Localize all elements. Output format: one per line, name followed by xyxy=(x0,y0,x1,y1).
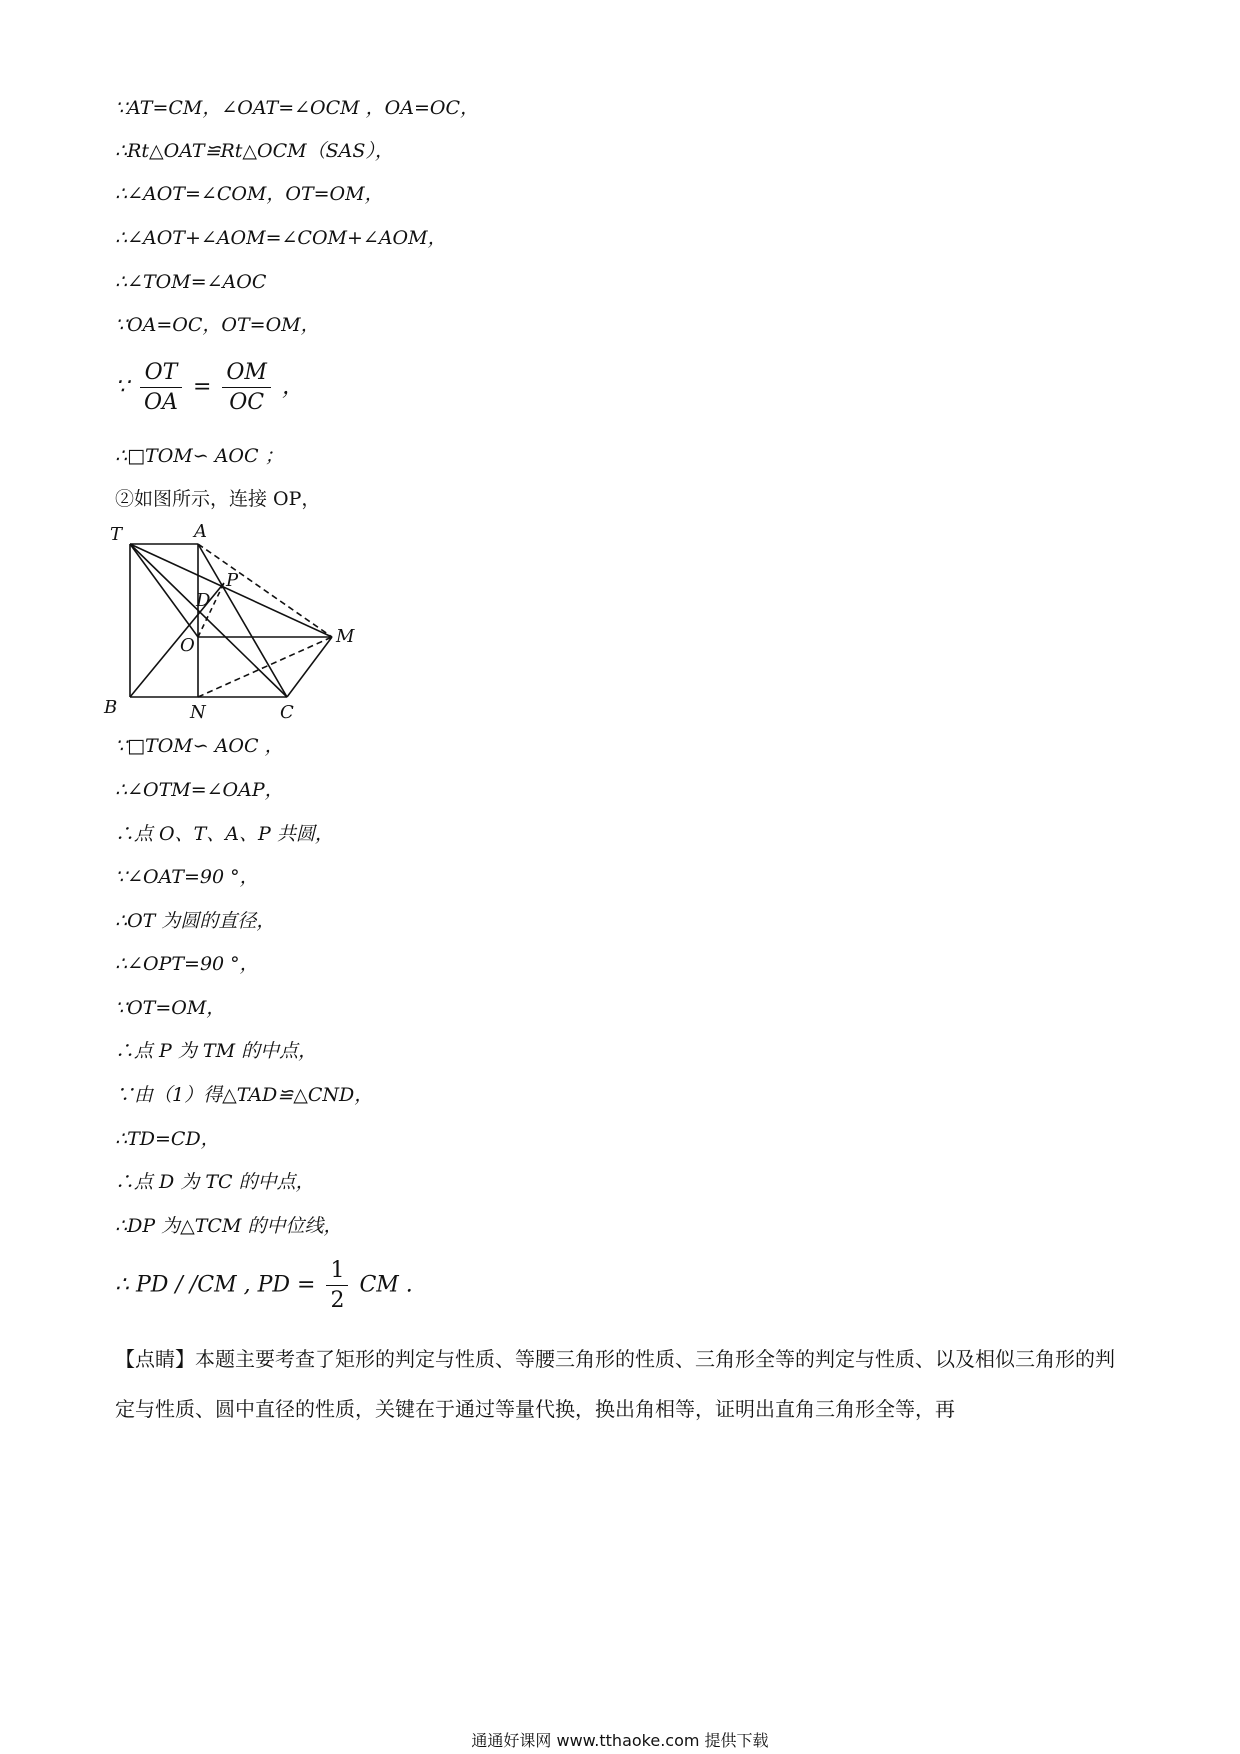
label-A: A xyxy=(194,521,207,542)
proof-line-6: ∵OA=OC，OT=OM， xyxy=(115,314,320,336)
proof2-line-10: ∴TD=CD， xyxy=(115,1128,220,1150)
segment-AC xyxy=(198,544,287,697)
segment-TC xyxy=(130,544,287,697)
label-N: N xyxy=(190,702,206,723)
fraction-om-oc: $\frac{OM}{OC}$ xyxy=(222,360,271,415)
ratio-equation: ∵ $\frac{OT}{OA}$ = $\frac{OM}{OC}$ ， xyxy=(115,360,304,415)
proof2-line-2: ∴∠OTM=∠OAP， xyxy=(115,779,284,801)
final-conclusion: ∴ PD / /CM , PD = $\frac{1}{2}$ CM . xyxy=(115,1258,413,1313)
fraction-one-half: $\frac{1}{2}$ xyxy=(326,1258,348,1313)
page-footer: 通通好课网 www.tthaoke.com 提供下载 xyxy=(471,1731,769,1750)
proof2-line-1: ∵□TOM∽ AOC ， xyxy=(115,735,284,757)
similar-triangles-line: ∴□TOM∽ AOC ； xyxy=(115,445,284,467)
proof2-line-4: ∵∠OAT=90 °， xyxy=(115,866,259,888)
proof2-line-8: ∴点 P 为 TM 的中点， xyxy=(115,1040,318,1062)
proof2-line-6: ∴∠OPT=90 °， xyxy=(115,953,259,975)
segment-CM xyxy=(287,637,332,697)
proof2-line-5: ∴OT 为圆的直径， xyxy=(115,910,276,932)
label-M: M xyxy=(336,626,355,647)
proof-line-5: ∴∠TOM=∠AOC xyxy=(115,271,267,293)
segment-TO xyxy=(130,544,198,637)
label-D: D xyxy=(196,590,211,611)
proof-line-3: ∴∠AOT=∠COM，OT=OM， xyxy=(115,183,384,205)
geometry-diagram xyxy=(104,520,410,730)
because-symbol: ∵ xyxy=(115,374,129,400)
label-B: B xyxy=(104,697,118,718)
label-T: T xyxy=(110,524,123,545)
proof2-line-9: ∵由（1）得△TAD≌△CND， xyxy=(115,1084,374,1106)
label-O: O xyxy=(180,635,195,656)
proof2-line-7: ∵OT=OM， xyxy=(115,997,226,1019)
proof2-line-11: ∴点 D 为 TC 的中点， xyxy=(115,1171,315,1193)
label-C: C xyxy=(280,702,294,723)
proof2-line-3: ∴点 O、T、A、P 共圆， xyxy=(115,823,334,845)
label-P: P xyxy=(226,570,239,591)
proof2-line-12: ∴DP 为△TCM 的中位线， xyxy=(115,1215,343,1237)
segment-NM-dashed xyxy=(198,637,332,697)
comment-paragraph: 【点睛】本题主要考查了矩形的判定与性质、等腰三角形的性质、三角形全等的判定与性质、以及相似三角形的判定与性质、圆中直径的性质，关键在于通过等量代换，换出角相等，证明出直角三角形全等，再 xyxy=(115,1347,1115,1421)
part2-intro: ②如图所示，连接 OP， xyxy=(115,488,321,510)
proof-line-1: ∵AT=CM，∠OAT=∠OCM ，OA=OC， xyxy=(115,97,479,119)
proof-line-4: ∴∠AOT+∠AOM=∠COM+∠AOM， xyxy=(115,227,447,249)
fraction-ot-oa: $\frac{OT}{OA}$ xyxy=(140,360,182,415)
proof-line-2: ∴Rt△OAT≌Rt△OCM（SAS）， xyxy=(115,140,394,162)
